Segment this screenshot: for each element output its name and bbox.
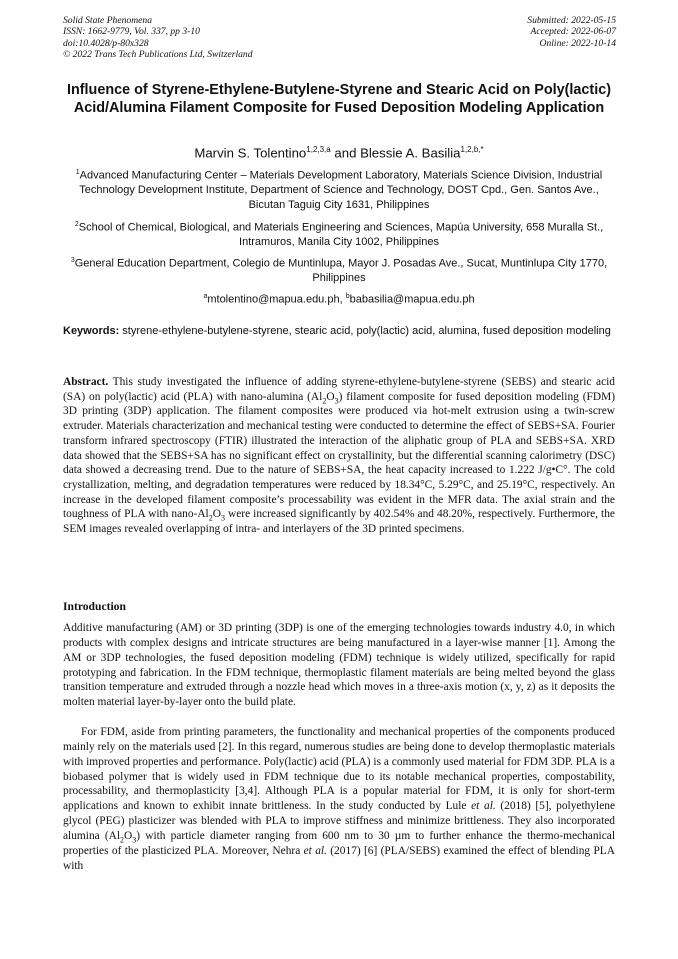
author-affiliation-marks: 1,2,3,a	[306, 145, 331, 154]
journal-name: Solid State Phenomena	[63, 15, 152, 26]
email-mark: b	[345, 293, 350, 300]
online-date: Online: 2022-10-14	[539, 37, 616, 49]
affiliation-1	[60, 166, 618, 212]
author-emails	[60, 290, 618, 307]
author-affiliation-marks: 1,2,b,*	[460, 145, 484, 154]
journal-copyright: © 2022 Trans Tech Publications Ltd, Switzerland	[63, 49, 253, 61]
email-link[interactable]: mtolentino@mapua.edu.ph	[207, 293, 340, 306]
keywords-text: styrene-ethylene-butylene-styrene, stearic acid, poly(lactic) acid, alumina, fused deposition modeling	[119, 325, 611, 337]
subscript: 2	[208, 513, 213, 523]
author-name: Blessie A. Basilia	[360, 145, 461, 161]
submission-dates	[527, 15, 616, 49]
author-name: Marvin S. Tolentino	[194, 145, 307, 161]
journal-doi: doi:10.4028/p-80x328	[63, 37, 149, 49]
abstract-text: ) filament composite for fused deposition modeling (FDM) 3D printing (3DP) application. The filament composites were produced via hot-melt extrusion using a twin-screw extruder. Materials characterization and mechanical testing were conducted to determine the effect of SEBS+SA. Fourier transform infrared spectroscopy (FTIR) illustrated the interaction of the aliphatic group of PLA and SEBS+SA. XRD data showed that the SEBS+SA has no significant effect on crystallinity, but the differential scanning calorimetry (DSC) data showed a decreasing trend. Due to the nature of SEBS+SA, the heat capacity increased to 1.222 J/g•C°. The cold crystallization, melting, and degradation temperatures were reduced by 18.34°C, 5.29°C, and 25.19°C, respectively. An increase in the developed filament composite’s processability was evident in the MFR data. The axial strain and the toughness of PLA with nano-Al	[63, 390, 615, 521]
abstract-text: O	[212, 508, 221, 521]
affiliation-text: General Education Department, Colegio de Muntinlupa, Mayor J. Posadas Ave., Sucat, Muntinlupa City 1770, Philippines	[74, 257, 608, 285]
paragraph-text: (2017) [6] (PLA/SEBS) examined the effect of blending PLA with	[63, 844, 615, 872]
subscript: 2	[120, 835, 125, 845]
subscript: 3	[132, 835, 137, 845]
accepted-date: Accepted: 2022-06-07	[530, 26, 616, 38]
affiliation-text: School of Chemical, Biological, and Materials Engineering and Sciences, Mapúa University, 658 Muralla St., Intramuros, Manila City 1002, Philippines	[78, 221, 604, 249]
subscript: 2	[322, 395, 327, 405]
paper-title: Influence of Styrene-Ethylene-Butylene-Styrene and Stearic Acid on Poly(lactic) Acid/Alumina Filament Composite for Fused Deposition Modeling Application	[66, 82, 612, 116]
affiliation-number: 2	[74, 221, 79, 228]
email-separator: ,	[339, 293, 346, 306]
journal-header	[63, 15, 253, 61]
abstract-text: O	[326, 390, 335, 403]
abstract-text: were increased significantly by 402.54% and 48.20%, respectively. Furthermore, the SEM images revealed overlapping of intra- and interlayers of the 3D printed specimens.	[63, 508, 615, 536]
affiliation-text: Advanced Manufacturing Center – Materials Development Laboratory, Materials Science Division, Industrial Technology Development Institute, Department of Science and Technology, DOST Cpd., Gen. Santos Ave., Bicutan Taguig City 1631, Philippines	[79, 169, 603, 211]
author-conjunction: and	[330, 145, 361, 161]
abstract-text: This study investigated the influence of adding styrene-ethylene-butylene-styrene (SEBS) and stearic acid (SA) on poly(lactic) acid (PLA) with nano-alumina (Al	[63, 376, 615, 403]
introduction-paragraph-1: Additive manufacturing (AM) or 3D printing (3DP) is one of the emerging technologies towards industry 4.0, in which products with complex designs and intricate structures are being manufactured in a layer-wise manner [1]. Among the AM or 3DP technologies, the fused deposition modeling (FDM) technique is widely utilized, specifically for rapid prototyping and fabrication. In the FDM technique, thermoplastic filament materials are being melted beyond the glass transition temperature and extruded through a nozzle head which moves in a three-axis motion (x, y, z) as it deposits the molten material layer-by-layer onto the build plate.	[63, 622, 615, 709]
et-al: et al.	[303, 844, 327, 857]
keywords-label: Keywords:	[63, 325, 120, 337]
abstract	[63, 375, 615, 537]
paragraph-text: (2018) [5], polyethylene glycol (PEG) plasticizer was blended with PLA to improve stiffness and minimize brittleness. They also incorporated alumina (Al	[63, 800, 616, 842]
paragraph-text: For FDM, aside from printing parameters, the functionality and mechanical properties of the components produced mainly rely on the materials used [2]. In this regard, numerous studies are being done to develop thermoplastic materials with improved properties and performance. Poly(lactic) acid (PLA) is a commonly used material for FDM 3DP. PLA is a biobased polymer that is widely used in FDM technique due to its notable mechanical properties, compostability, processability, and thermoplasticity [3,4]. Although PLA is a popular material for FDM, it is only for short-term applications and known to exhibit innate brittleness. In the study conducted by Lule	[63, 726, 615, 813]
author-line	[60, 145, 618, 160]
email-mark: a	[203, 293, 208, 300]
subscript: 3	[334, 395, 339, 405]
et-al: et al.	[471, 800, 496, 813]
affiliation-2	[60, 218, 618, 250]
keywords	[63, 324, 615, 339]
affiliation-number: 3	[70, 257, 75, 264]
affiliation-number: 1	[75, 169, 80, 176]
paragraph-text: O	[124, 829, 133, 842]
submitted-date: Submitted: 2022-05-15	[527, 15, 616, 26]
email-link[interactable]: babasilia@mapua.edu.ph	[349, 293, 475, 306]
introduction-paragraph-2	[63, 725, 615, 873]
introduction-heading: Introduction	[63, 600, 126, 613]
abstract-label: Abstract.	[63, 376, 109, 388]
subscript: 3	[220, 513, 225, 523]
journal-issn: ISSN: 1662-9779, Vol. 337, pp 3-10	[63, 26, 200, 38]
paragraph-text: ) with particle diameter ranging from 600 nm to 30 µm to further enhance the thermo-mechanical properties of the plasticized PLA. Moreover, Nehra	[63, 829, 615, 857]
affiliation-3	[60, 254, 618, 286]
